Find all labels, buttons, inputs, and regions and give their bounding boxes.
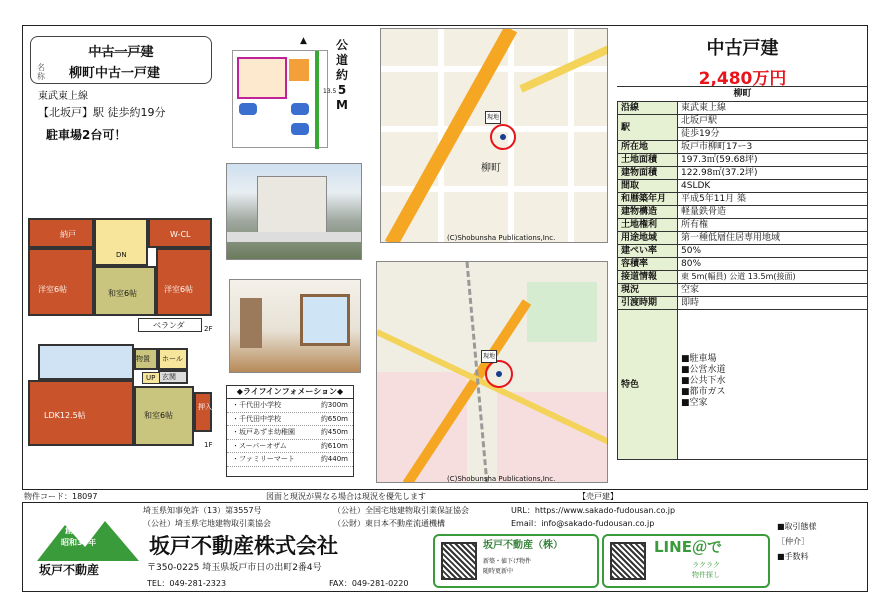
car-icon [239, 103, 257, 115]
deal-type: 【売戸建】 [578, 492, 618, 501]
features-row: 特色 ■駐車場 ■公営水道 ■公共下水 ■都市ガス ■空家 [618, 310, 868, 460]
house-shape [257, 176, 327, 236]
access-line: 東武東上線 [38, 91, 88, 102]
feature-item: ■公営水道 [681, 365, 726, 375]
detail-row: 沿線 東武東上線 [618, 102, 868, 115]
company-url[interactable]: URL：https://www.sakado-fudousan.co.jp [511, 506, 676, 515]
property-title: 柳町中古一戸建 [69, 66, 161, 81]
house-footprint [237, 57, 287, 99]
annex-box [289, 59, 309, 81]
detail-row: 建ぺい率 50% [618, 245, 868, 258]
road-label: 公道約5M [335, 38, 348, 112]
life-info-row: ・千代田小学校 約300m [227, 399, 353, 413]
detail-row: 駅 北坂戸駅 [618, 115, 868, 128]
room-western-2: 洋室6帖 [156, 248, 212, 316]
stairs-up: UP [142, 372, 160, 384]
parking-note: 駐車場2台可！ [46, 128, 127, 142]
floorplan-2f [28, 218, 214, 336]
window-shape [300, 294, 350, 346]
qr-card-site[interactable]: 坂戸不動産（株） 新築・値下げ物件 随時更新中 [433, 534, 599, 588]
life-info-row: ・ファミリーマート 約440m [227, 453, 353, 467]
detail-row: 接道情報 東 5m(幅員) 公道 13.5m(接面) [618, 271, 868, 284]
entrance: 玄関 [158, 370, 188, 384]
life-info-row: ・坂戸あずま幼稚園 約450m [227, 426, 353, 440]
map-place-label: 柳町 [481, 163, 501, 174]
life-info-title: ◆ライフインフォメーション◆ [227, 386, 353, 399]
fee-line-3: ■手数料 [777, 552, 809, 561]
detail-row: 徒歩19分 [618, 128, 868, 141]
fence-shape [227, 232, 362, 242]
detail-row: 現況 空家 [618, 284, 868, 297]
property-details-table [617, 101, 868, 460]
access-station: 【北坂戸】駅 徒歩約19分 [38, 106, 166, 119]
property-name-box [30, 36, 212, 84]
detail-row: 引渡時期 即時 [618, 297, 868, 310]
floor-label-2f: 2F [204, 325, 213, 333]
storage: 物置 [134, 348, 158, 370]
wet-area [38, 344, 134, 380]
detail-row: 所在地 坂戸市柳町17ー3 [618, 141, 868, 154]
qr-code-icon [610, 542, 646, 580]
detail-map [380, 28, 608, 243]
company-address: 〒350-0225 埼玉県坂戸市日の出町2番4号 [147, 563, 322, 573]
north-arrow-icon: ▲ [300, 36, 307, 46]
company-fax: FAX：049-281-0220 [329, 579, 409, 588]
car-icon [291, 103, 309, 115]
door-shape [240, 298, 262, 348]
detail-row: 用途地域 第一種低層住居専用地域 [618, 232, 868, 245]
fee-line-2: ［仲介］ [777, 537, 809, 546]
feature-item: ■駐車場 [681, 354, 717, 364]
life-info-row: ・千代田中学校 約650m [227, 413, 353, 427]
interior-photo [229, 279, 361, 373]
notice-text: 図面と現況が異なる場合は現況を優先します [266, 492, 426, 501]
area-map-graphic [377, 262, 608, 483]
room-wcl: W-CL [148, 218, 212, 248]
company-tel: TEL：049-281-2323 [147, 579, 227, 588]
area-map [376, 261, 608, 483]
car-icon [291, 123, 309, 135]
company-footer [22, 502, 868, 592]
closet: 押入 [194, 392, 212, 432]
map-copyright-top: (C)Shobunsha Publications,Inc. [447, 234, 556, 242]
detail-row: 間取 4SLDK [618, 180, 868, 193]
qr-card-line[interactable]: LINE＠で ラクラク 物件探し [602, 534, 770, 588]
detail-row: 土地面積 197.3㎡(59.68坪) [618, 154, 868, 167]
summary-box [617, 28, 868, 88]
road-strip [315, 51, 319, 149]
license: 埼玉県知事免許（13）第3557号 [143, 506, 262, 515]
floorplan-1f [28, 344, 214, 450]
company-name: 坂戸不動産株式会社 [149, 534, 338, 558]
fee-line-1: ■取引態様 [777, 522, 817, 531]
room-western-1: 洋室6帖 [28, 248, 94, 316]
logo-name: 坂戸不動産 [39, 563, 100, 577]
detail-row: 建物構造 軽量鉄骨造 [618, 206, 868, 219]
veranda: ベランダ [138, 318, 202, 332]
floor-label-1f: 1F [204, 441, 213, 449]
detail-row: 容積率 80% [618, 258, 868, 271]
property-code: 物件コード：18097 [24, 492, 98, 501]
site-marker-top: 現地 [485, 111, 501, 124]
feature-item: ■公共下水 [681, 376, 726, 386]
room-japanese-1f: 和室6帖 [134, 386, 194, 446]
life-info-box [226, 385, 354, 477]
qr-code-icon [441, 542, 477, 580]
room-nando: 納戸 [28, 218, 94, 248]
summary-type: 中古戸建 [706, 38, 779, 59]
stairs-dn: DN [94, 218, 148, 266]
site-marker-bottom: 現地 [481, 350, 497, 363]
company-logo: 創業 昭和35年 坂戸不動産 [35, 517, 141, 587]
summary-town: 柳町 [617, 86, 868, 101]
company-email[interactable]: Email：info@sakado-fudousan.co.jp [511, 519, 655, 528]
assoc-3: （公財）東日本不動産流通機構 [333, 519, 445, 528]
name-label: 名称 [37, 63, 45, 81]
detail-row: 建物面積 122.98㎡(37.2坪) [618, 167, 868, 180]
feature-item: ■都市ガス [681, 387, 726, 397]
detail-map-graphic [381, 29, 608, 243]
summary-price: 2,480万円 [698, 69, 787, 89]
exterior-photo [226, 163, 362, 260]
detail-row: 土地権利 所有権 [618, 219, 868, 232]
feature-item: ■空家 [681, 398, 708, 408]
site-plan [232, 50, 328, 148]
road-width: 13.5 [323, 88, 337, 95]
room-japanese: 和室6帖 [94, 266, 156, 316]
map-copyright-bottom: (C)Shobunsha Publications,Inc. [447, 475, 556, 483]
life-info-row: ・スーパーオザム 約610m [227, 440, 353, 454]
hall: ホール [158, 348, 188, 370]
assoc-1: （公社）全国宅地建物取引業保証協会 [333, 506, 469, 515]
assoc-2: （公社）埼玉県宅地建物取引業協会 [143, 519, 271, 528]
detail-row: 和暦築年月 平成5年11月 築 [618, 193, 868, 206]
room-ldk: LDK12.5帖 [28, 380, 134, 446]
category-label: 中古一戸建 [88, 45, 154, 60]
